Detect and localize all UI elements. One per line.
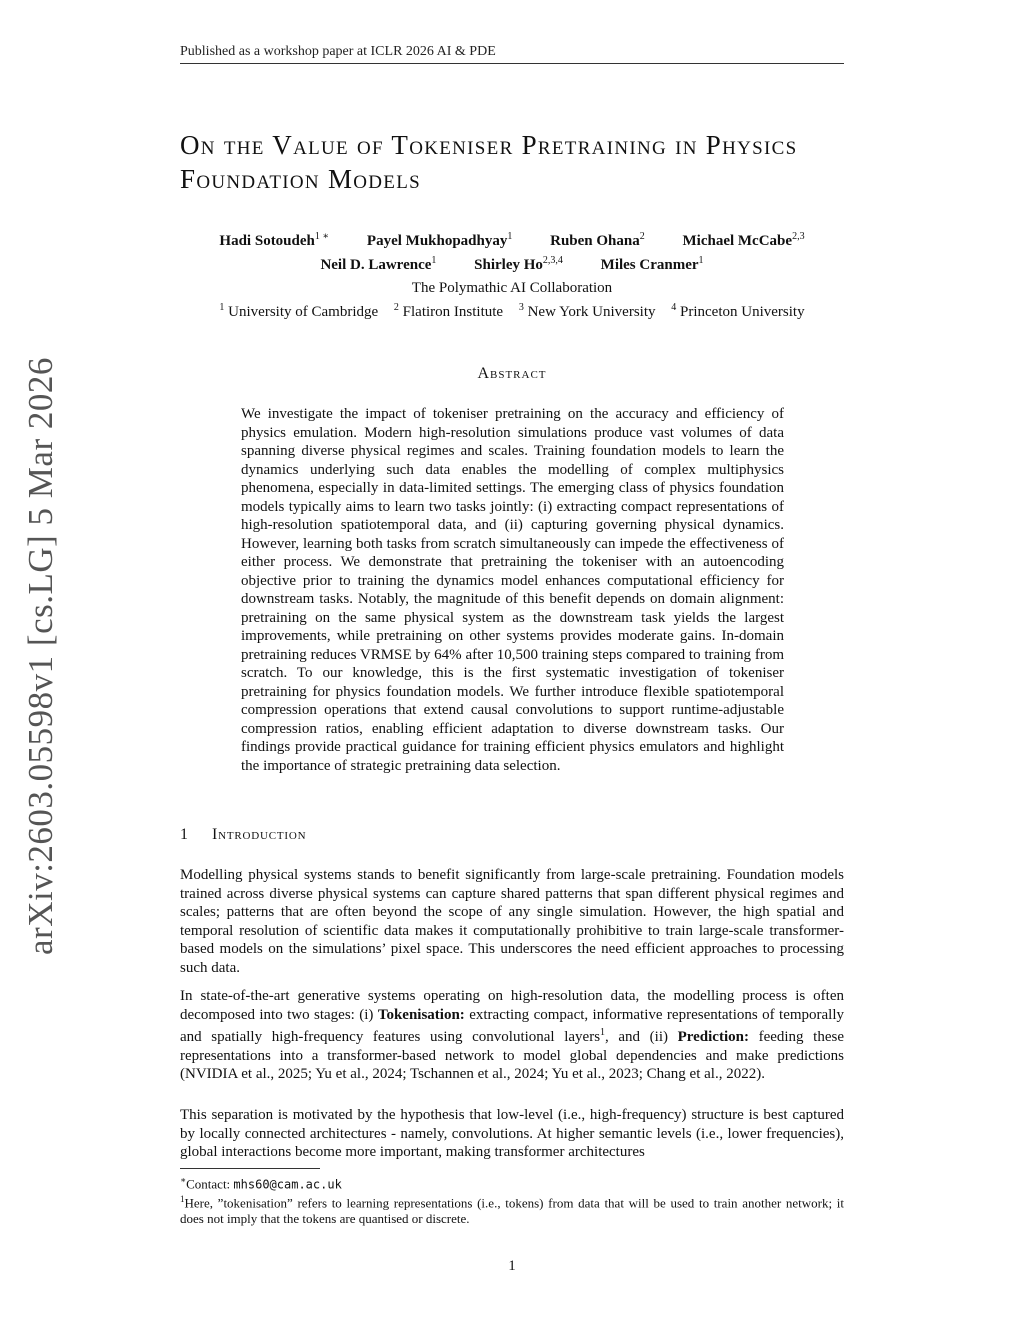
abstract-heading: Abstract — [477, 365, 547, 382]
section-title: Introduction — [212, 826, 307, 843]
arxiv-stamp: arXiv:2603.05598v1 [cs.LG] 5 Mar 2026 — [21, 357, 60, 955]
footnote-contact: ∗Contact: mhs60@cam.ac.uk — [180, 1175, 342, 1192]
section-number: 1 — [180, 826, 189, 843]
author-list — [180, 227, 844, 275]
collaboration: The Polymathic AI Collaboration — [411, 280, 613, 296]
author: Hadi Sotoudeh$^{1 ∗}$ — [219, 231, 330, 249]
author-row-1 — [180, 227, 844, 251]
author: Ruben Ohana$^2$ — [550, 231, 645, 249]
author: Shirley Ho$^{2,3,4}$ — [474, 255, 563, 273]
author: Miles Cranmer$^1$ — [600, 255, 704, 273]
footnote-1: $^1$Here, ”tokenisation” refers to learning representations (i.e., tokens) from data that will be used to train another network; it does not imply that the tokens are quantised or discrete. — [180, 1194, 844, 1227]
affiliation: $^3$ New York University — [518, 302, 656, 320]
paper-title: On the Value of Tokeniser Pretraining in Physics Foundation Models — [180, 130, 798, 194]
section-heading — [180, 826, 306, 844]
bold-term: Prediction: — [677, 1029, 749, 1045]
author: Michael McCabe$^{2,3}$ — [682, 231, 805, 249]
paragraph: Modelling physical systems stands to benefit significantly from large-scale pretraining. Foundation models trained across diverse physical systems can capture shared patterns that span different physical regimes and scales; patterns that are often beyond the scope of any single simulation. However, the high spatial and temporal resolution of scientific data makes it computationally prohibitive to train large-scale transformer-based models on the simulations’ pixel space. This underscores the need efficient approaches to processing such data. — [180, 867, 844, 976]
page-number: 1 — [508, 1258, 516, 1274]
contact-email[interactable]: mhs60@cam.ac.uk — [233, 1177, 342, 1192]
abstract-text: We investigate the impact of tokeniser pretraining on the accuracy and efficiency of physics emulation. Modern high-resolution simulations produce vast volumes of data spanning diverse physical regimes and scales. Training foundation models to learn the dynamics underlying such data enables the modelling of complex multiphysics phenomena, especially in data-limited settings. The emerging class of physics foundation models typically aims to learn two tasks jointly: (i) extracting compact representations of high-resolution spatiotemporal data, and (ii) capturing governing physical dynamics. However, learning both tasks from scratch simultaneously can impede the effectiveness of either process. We demonstrate that pretraining the tokeniser with an autoencoding objective prior to training the dynamics model enhances computational efficiency for downstream tasks. Notably, the magnitude of this benefit depends on domain alignment: pretraining on the same physical system as the downstream task yields the largest improvements, while pretraining on other systems provides moderate gains. In-domain pretraining reduces VRMSE by 64% after 10,500 training steps compared to training from scratch. To our knowledge, this is the first systematic investigation of tokeniser pretraining for physics foundation models. We further introduce flexible spatiotemporal compression operations that extend causal convolutions to support runtime-adjustable compression ratios, enabling efficient adaptation to diverse downstream tasks. Our findings provide practical guidance for training efficient physics emulators and highlight the importance of strategic pretraining data selection. — [241, 406, 784, 774]
paragraph: This separation is motivated by the hypothesis that low-level (i.e., high-frequency) structure is best captured by locally connected architectures - namely, convolutions. At higher semantic levels (i.e., lower frequencies), global interactions become more important, making transformer architectures — [180, 1107, 844, 1160]
affiliations — [180, 278, 844, 322]
affiliation: $^4$ Princeton University — [671, 302, 805, 320]
bold-term: Tokenisation: — [377, 1006, 465, 1023]
author-row-2 — [180, 251, 844, 275]
running-header: Published as a workshop paper at ICLR 2026 AI & PDE — [180, 44, 844, 64]
paragraph: In state-of-the-art generative systems operating on high-resolution data, the modelling process is often decomposed into two stages: (i) Tokenisation: extracting compact, informative representations of temporally and spatially high-frequency features using convolutional layers$^1$, and (ii) Prediction: feeding these representations into a transformer-based network to model global dependencies and make predictions (NVIDIA et al., 2025; Yu et al., 2024; Tschannen et al., 2024; Yu et al., 2023; Chang et al., 2022). — [180, 988, 845, 1082]
author: Payel Mukhopadhyay$^1$ — [366, 231, 513, 249]
affiliation: $^1$ University of Cambridge — [219, 302, 379, 320]
author: Neil D. Lawrence$^1$ — [320, 255, 437, 273]
affiliation-list — [180, 298, 844, 322]
affiliation: $^2$ Flatiron Institute — [393, 302, 504, 320]
footnote-divider — [180, 1168, 320, 1169]
footnote-marker[interactable]: 1 — [600, 1027, 606, 1038]
